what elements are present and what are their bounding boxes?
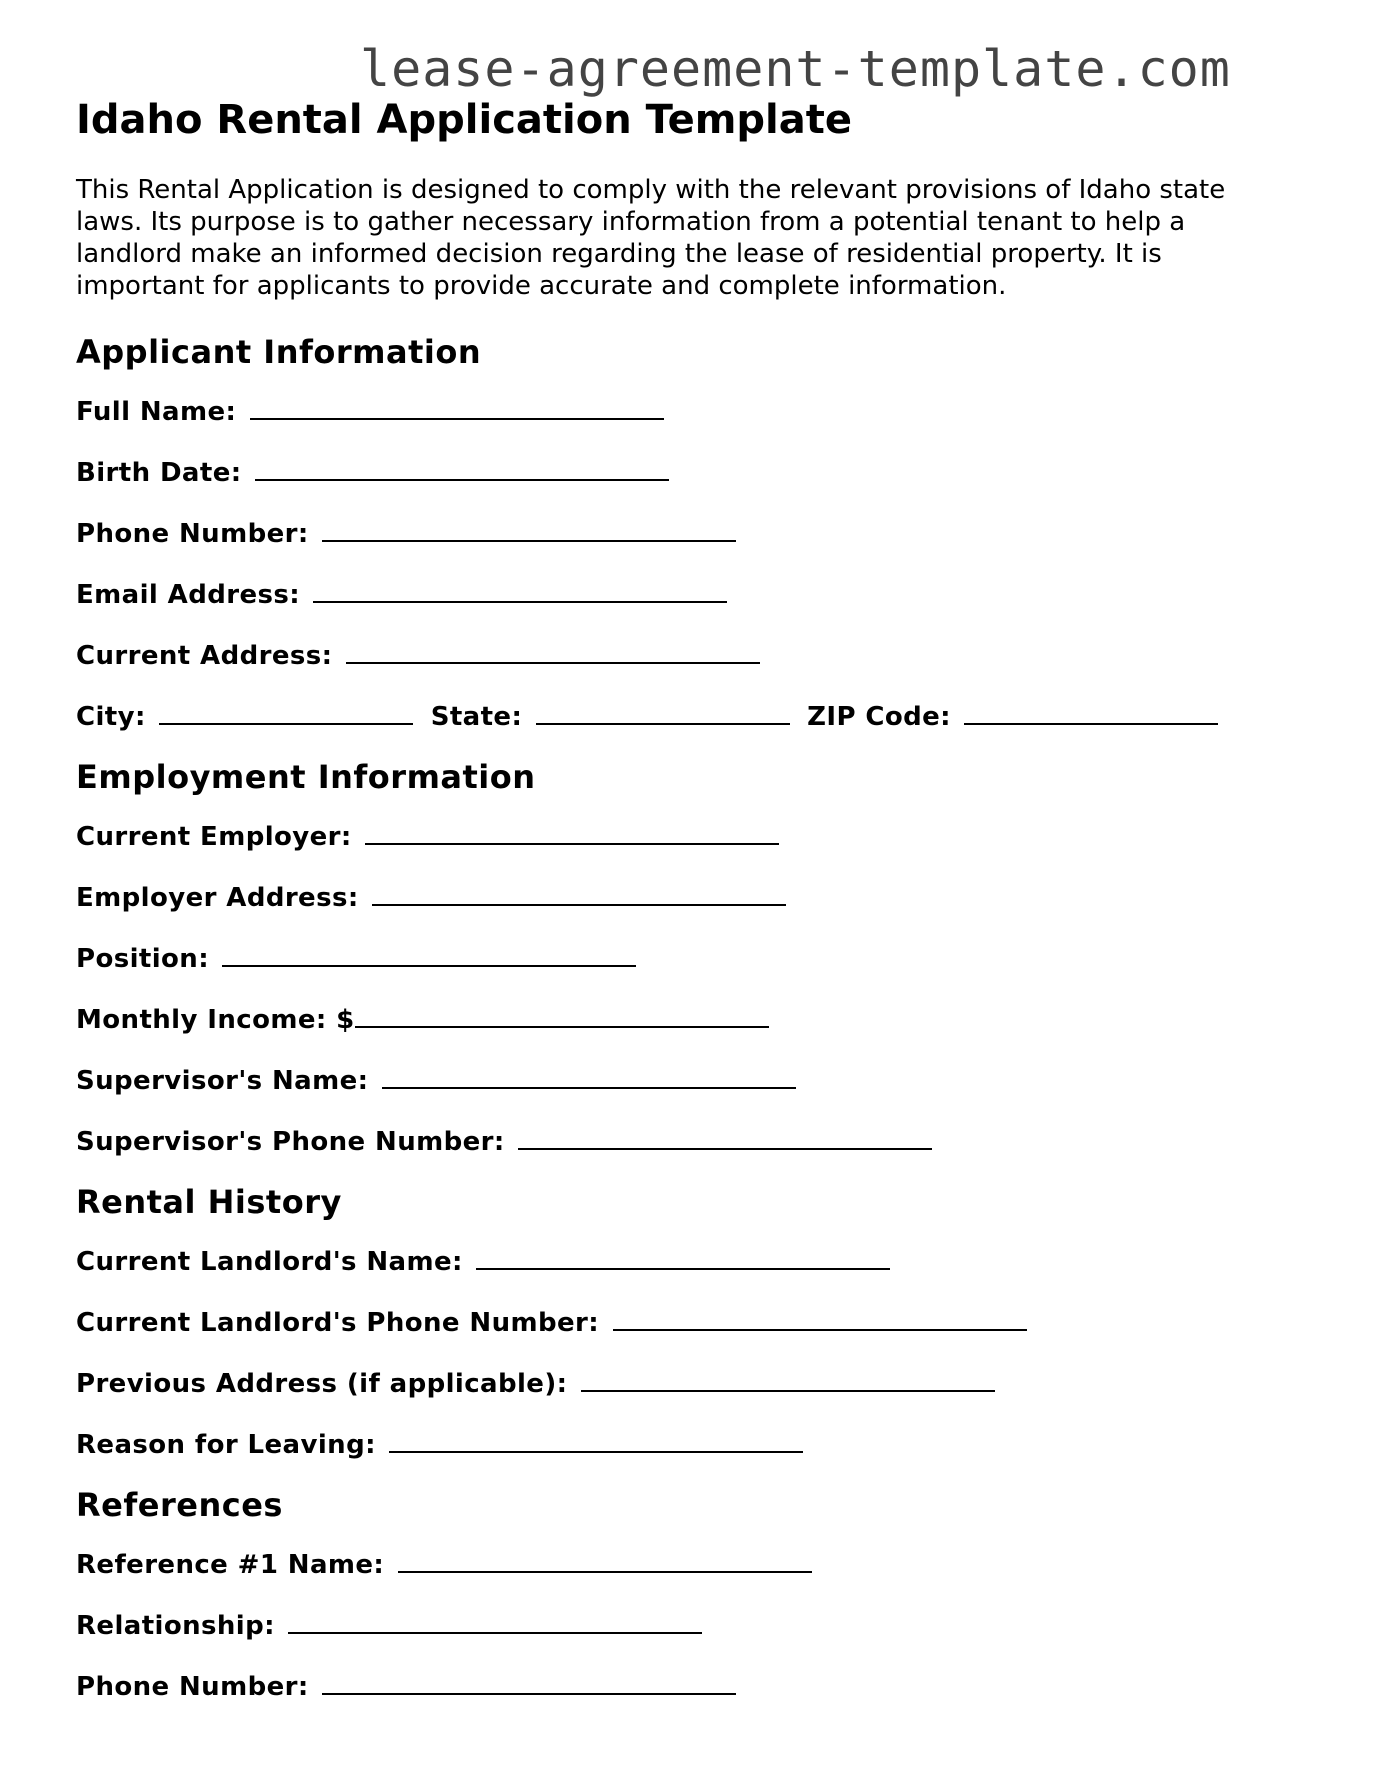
field-label: Previous Address (if applicable): xyxy=(76,1369,568,1399)
landlord-name-blank[interactable] xyxy=(476,1244,890,1270)
field-label: Full Name: xyxy=(76,397,237,427)
field-full-name xyxy=(76,394,1306,428)
landlord-phone-blank[interactable] xyxy=(613,1305,1027,1331)
birth-date-blank[interactable] xyxy=(255,455,669,481)
full-name-blank[interactable] xyxy=(250,394,664,420)
field-phone-number xyxy=(76,516,1306,550)
field-label: Phone Number: xyxy=(76,519,309,549)
previous-address-blank[interactable] xyxy=(581,1366,995,1392)
field-label: Supervisor's Name: xyxy=(76,1066,369,1096)
reference-1-name-blank[interactable] xyxy=(398,1547,812,1573)
zip-group xyxy=(807,699,1218,733)
field-label: ZIP Code: xyxy=(807,702,951,732)
field-monthly-income xyxy=(76,1002,1306,1036)
field-reason-for-leaving xyxy=(76,1427,1306,1461)
field-label: Reference #1 Name: xyxy=(76,1550,385,1580)
field-label: Relationship: xyxy=(76,1611,275,1641)
section-rental-history xyxy=(76,1182,1306,1461)
field-landlord-name xyxy=(76,1244,1306,1278)
field-reference-1-name xyxy=(76,1547,1306,1581)
intro-paragraph: This Rental Application is designed to comply with the relevant provisions of Idaho state laws. Its purpose is to gather necessary information from a potential tenant to help a landlord make an informed decision regarding the lease of residential property. It is important for applicants to provide accurate and complete information. xyxy=(76,175,1226,301)
field-label: Current Employer: xyxy=(76,822,352,852)
field-label: Current Landlord's Phone Number: xyxy=(76,1308,600,1338)
section-heading-references: References xyxy=(76,1486,283,1524)
field-label: Position: xyxy=(76,944,210,974)
section-heading-applicant: Applicant Information xyxy=(76,333,482,371)
reference-phone-blank[interactable] xyxy=(322,1669,736,1695)
field-birth-date xyxy=(76,455,1306,489)
page-title: Idaho Rental Application Template xyxy=(76,97,852,143)
field-label: Employer Address: xyxy=(76,883,359,913)
watermark: lease-agreement-template.com xyxy=(360,40,1231,98)
field-label: Birth Date: xyxy=(76,458,242,488)
document-body xyxy=(76,94,1306,1703)
field-label: Monthly Income: $ xyxy=(76,1005,355,1035)
field-previous-address xyxy=(76,1366,1306,1400)
field-relationship xyxy=(76,1608,1306,1642)
relationship-blank[interactable] xyxy=(288,1608,702,1634)
field-landlord-phone xyxy=(76,1305,1306,1339)
field-reference-phone xyxy=(76,1669,1306,1703)
field-label: Phone Number: xyxy=(76,1672,309,1702)
field-city-state-zip xyxy=(76,699,1306,733)
monthly-income-blank[interactable] xyxy=(355,1002,769,1028)
phone-number-blank[interactable] xyxy=(322,516,736,542)
field-label: Current Landlord's Name: xyxy=(76,1247,463,1277)
section-applicant xyxy=(76,332,1306,733)
field-label: Supervisor's Phone Number: xyxy=(76,1127,505,1157)
field-label: City: xyxy=(76,702,146,732)
field-email-address xyxy=(76,577,1306,611)
section-references xyxy=(76,1485,1306,1703)
field-employer-address xyxy=(76,880,1306,914)
field-current-address xyxy=(76,638,1306,672)
section-heading-employment: Employment Information xyxy=(76,758,536,796)
field-label: Email Address: xyxy=(76,580,301,610)
field-supervisor-phone xyxy=(76,1124,1306,1158)
email-address-blank[interactable] xyxy=(313,577,727,603)
field-label: Current Address: xyxy=(76,641,333,671)
field-label: Reason for Leaving: xyxy=(76,1430,376,1460)
supervisor-name-blank[interactable] xyxy=(382,1063,796,1089)
section-employment xyxy=(76,757,1306,1158)
current-address-blank[interactable] xyxy=(346,638,760,664)
state-group xyxy=(431,699,790,733)
employer-address-blank[interactable] xyxy=(372,880,786,906)
supervisor-phone-blank[interactable] xyxy=(518,1124,932,1150)
field-current-employer xyxy=(76,819,1306,853)
position-blank[interactable] xyxy=(222,941,636,967)
field-supervisor-name xyxy=(76,1063,1306,1097)
field-label: State: xyxy=(430,702,523,732)
reason-for-leaving-blank[interactable] xyxy=(389,1427,803,1453)
city-blank[interactable] xyxy=(159,699,413,725)
field-position xyxy=(76,941,1306,975)
zip-code-blank[interactable] xyxy=(964,699,1218,725)
current-employer-blank[interactable] xyxy=(365,819,779,845)
section-heading-rental-history: Rental History xyxy=(76,1183,342,1221)
state-blank[interactable] xyxy=(536,699,790,725)
city-group xyxy=(76,699,413,733)
